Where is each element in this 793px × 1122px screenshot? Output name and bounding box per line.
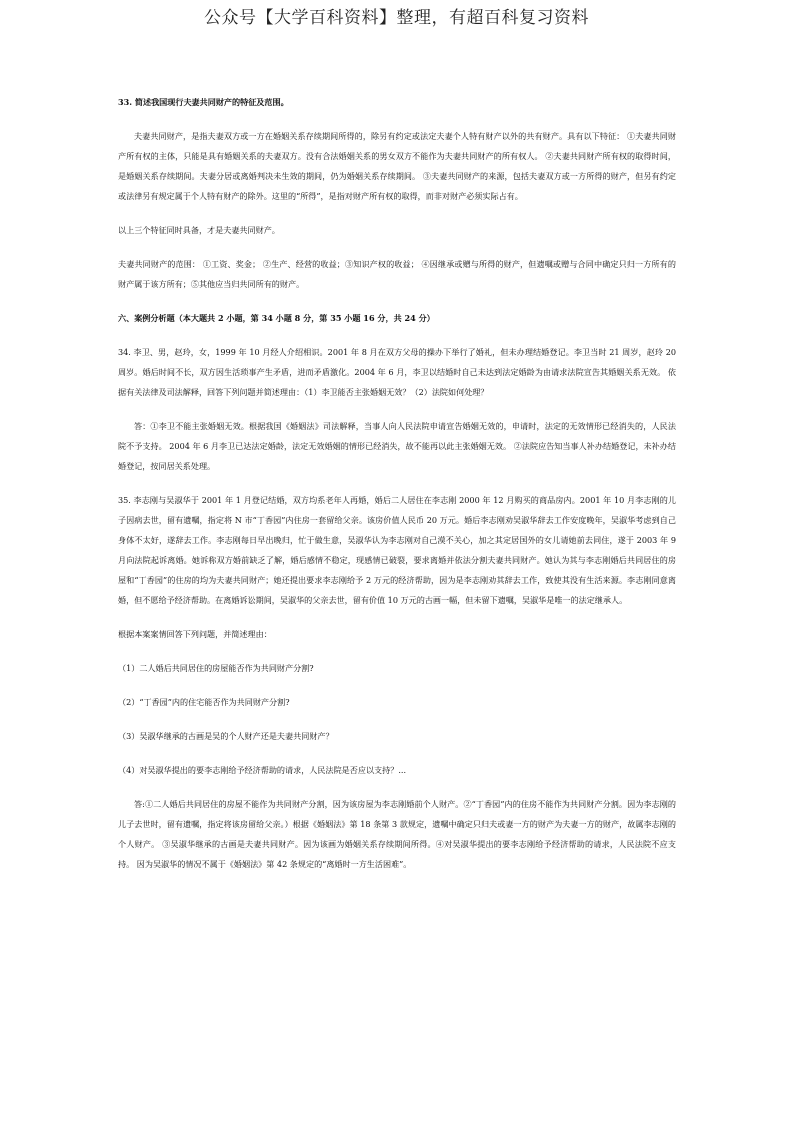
- q33-answer-scope: 夫妻共同财产的范围： ①工资、奖金； ②生产、经营的收益；③知识产权的收益； ④因继承或赠与所得的财产，但遗嘱或赠与合同中确定只归一方所有的财产属于该方所有；⑤其他应当归共同所有的财产。: [118, 259, 676, 289]
- q35-answer: 答:①二人婚后共同居住的房屋不能作为共同财产分割，因为该房屋为李志刚婚前个人财产。②“丁香园”内的住房不能作为共同财产分割。因为李志刚的儿子去世时，留有遗嘱，指定将该房留给父亲。）根据《婚姻法》第 18 条第 3 款规定，遗嘱中确定只归夫或妻一方的财产为夫妻一方的财产，故属李志刚的个人财产。 ③吴淑华继承的古画是夫妻共同财产。因为该画为婚姻关系存续期间所得。④对吴淑华提出的要李志刚给予经济帮助的请求，人民法院不应支持。 因为吴淑华的情况不属于《婚姻法》第 42 条规定的“离婚时一方生活困难”。: [118, 799, 676, 869]
- page-header: 公众号【大学百科资料】整理，有超百科复习资料: [204, 8, 589, 28]
- q35-subquestion-4: （4）对吴淑华提出的要李志刚给予经济帮助的请求，人民法院是否应以支持？...: [118, 765, 407, 775]
- q34-answer: 答：①李卫不能主张婚姻无效。根据我国《婚姻法》司法解释，当事人向人民法院申请宣告婚姻无效的，申请时，法定的无效情形已经消失的，人民法院不予支持。 2004 年 6 月李卫已达法定婚龄，法定无效婚姻的情形已经消失，故不能再以此主张婚姻无效。 ②法院应告知当事人补办结婚登记，未补办结婚登记，按同居关系处理。: [118, 421, 676, 471]
- q33-answer-characteristics: 夫妻共同财产，是指夫妻双方或一方在婚姻关系存续期间所得的，除另有约定或法定夫妻个人特有财产以外的共有财产。具有以下特征： ①夫妻共同财产所有权的主体，只能是具有婚姻关系的夫妻双方。没有合法婚姻关系的男女双方不能作为夫妻共同财产的所有权人。 ②夫妻共同财产所有权的取得时间，是婚姻关系存续期间。夫妻分居或离婚判决未生效的期间，仍为婚姻关系存续期间。 ③夫妻共同财产的来源，包括夫妻双方或一方所得的财产，但另有约定或法律另有规定属于个人特有财产的除外。这里的“所得”，是指对财产所有权的取得，而非对财产必须实际占有。: [118, 131, 676, 201]
- q34-question: 34. 李卫、男，赵玲，女，1999 年 10 月经人介绍相识。2001 年 8 月在双方父母的操办下举行了婚礼，但未办理结婚登记。李卫当时 21 周岁，赵玲 20 周岁。婚后时间不长，双方因生活琐事产生矛盾，进而矛盾激化。2004 年 6 月，李卫以结婚时自己未达到法定婚龄为由请求法院宣告其婚姻关系无效。 依据有关法律及司法解释，回答下列问题并简述理由：（1）李卫能否主张婚姻无效？（2）法院如何处理？: [118, 347, 676, 397]
- q35-subquestion-3: （3）吴淑华继承的古画是吴的个人财产还是夫妻共同财产？: [118, 731, 334, 741]
- q33-answer-summary: 以上三个特征同时具备，才是夫妻共同财产。: [118, 225, 280, 235]
- q33-title: 33. 简述我国现行夫妻共同财产的特征及范围。: [118, 97, 289, 107]
- q35-subquestion-2: （2）“丁香园”内的住宅能否作为共同财产分割?: [118, 697, 290, 707]
- document-body: [118, 92, 676, 874]
- section-6-title: 六、案例分析题（本大题共 2 小题，第 34 小题 8 分，第 35 小题 16 分，共 24 分）: [118, 313, 435, 323]
- q35-question: 35. 李志刚与吴淑华于 2001 年 1 月登记结婚，双方均系老年人再婚，婚后二人居住在李志刚 2000 年 12 月购买的商品房内。2001 年 10 月李志刚的儿子因病去世，留有遗嘱，指定将 N 市“丁香园”内住房一套留给父亲。该房价值人民币 20 万元。婚后李志刚劝吴淑华辞去工作安度晚年，吴淑华考虑到自己身体不太好，遂辞去工作。李志刚每日早出晚归，忙于做生意，吴淑华认为李志刚对自己漠不关心，加之其定居国外的女儿请她前去同住，遂于 2003 年 9 月向法院起诉离婚。她诉称双方婚前缺乏了解，婚后感情不稳定，现感情已破裂，要求离婚并依法分割夫妻共同财产。她认为其与李志刚婚后共同居住的房屋和“丁香园”的住房的均为夫妻共同财产；她还提出要求李志刚给予 2 万元的经济帮助，因为是李志刚劝其辞去工作，致使其没有生活来源。李志刚同意离婚，但不愿给予经济帮助。在离婚诉讼期间，吴淑华的父亲去世，留有价值 10 万元的古画一幅，但未留下遗嘱，吴淑华是唯一的法定继承人。: [118, 495, 676, 605]
- q35-prompt: 根据本案案情回答下列问题，并简述理由：: [118, 629, 272, 639]
- q35-subquestion-1: （1）二人婚后共同居住的房屋能否作为共同财产分割?: [118, 663, 314, 673]
